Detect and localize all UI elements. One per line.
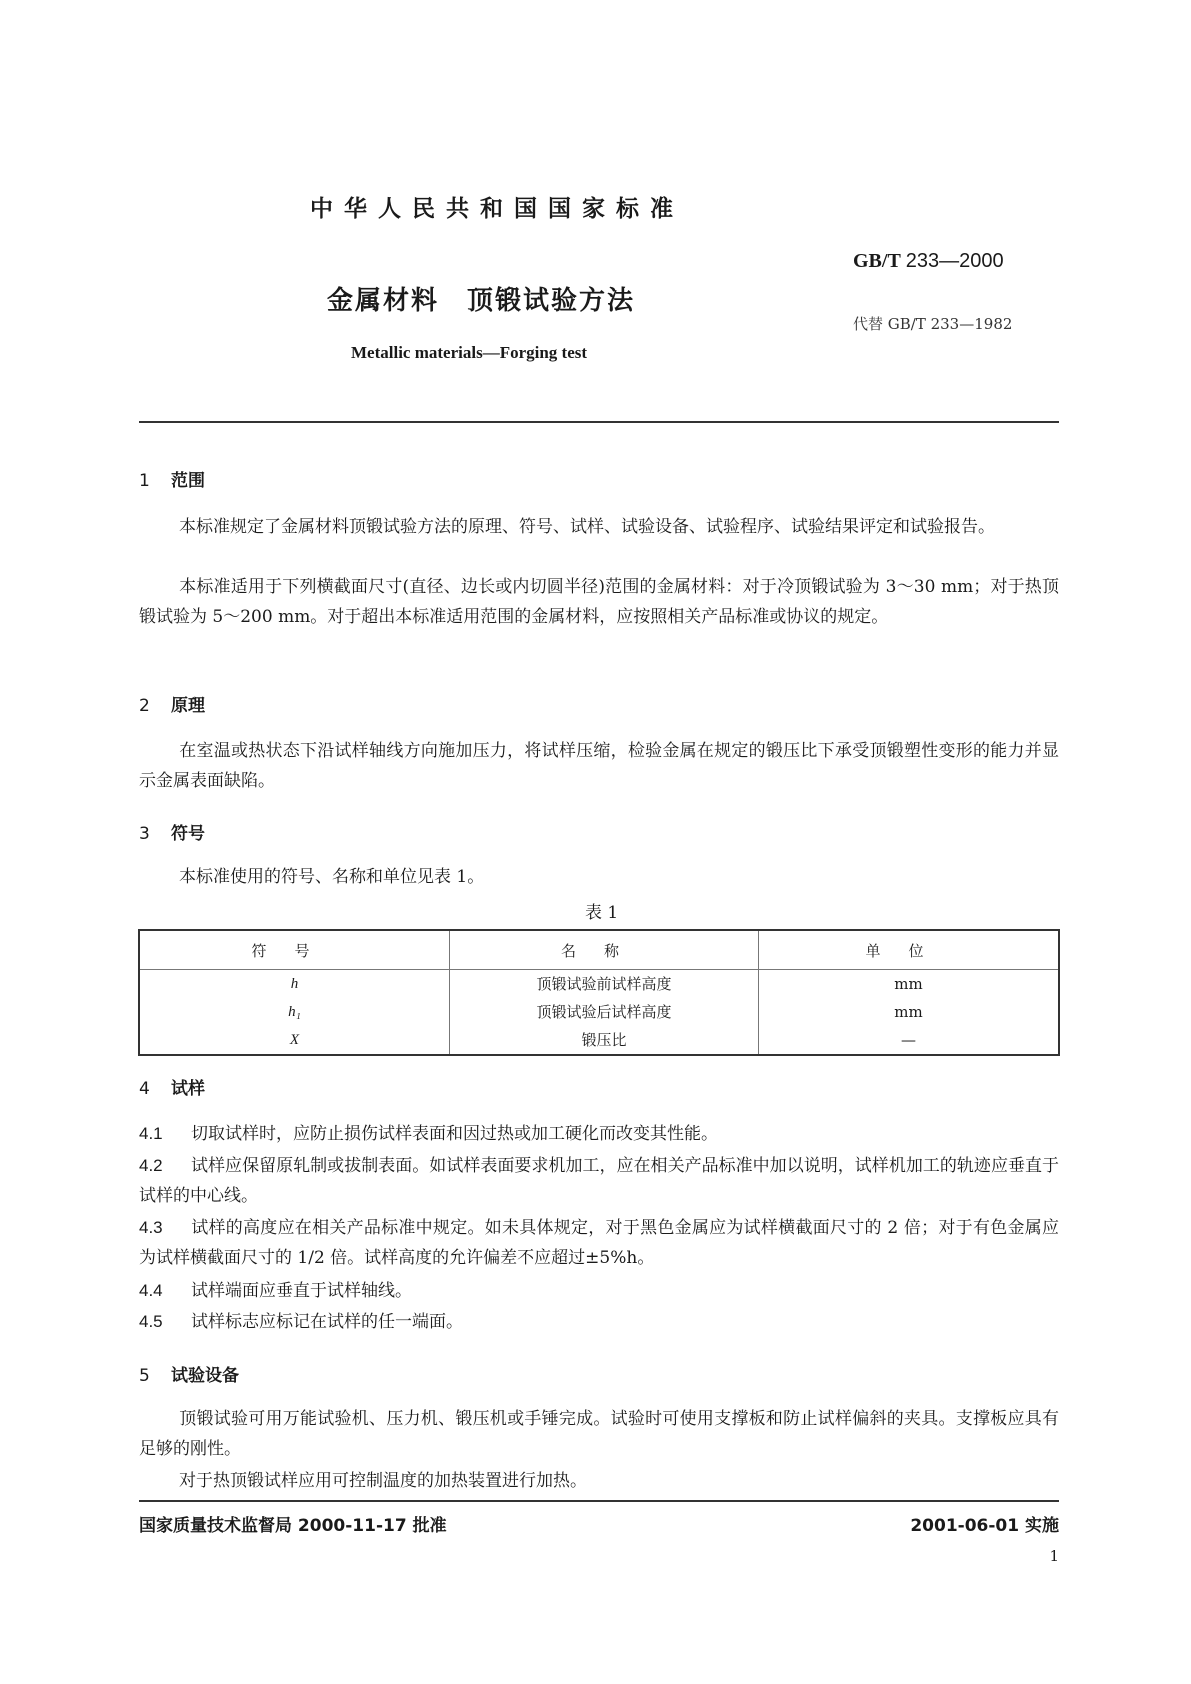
- section-title: 范围: [171, 471, 205, 491]
- name-cell: 顶锻试验前试样高度: [450, 970, 759, 999]
- paragraph: [139, 512, 1059, 542]
- implementation-date: 2001-06-01 实施: [910, 1516, 1059, 1536]
- clause-4-5: [139, 1307, 1059, 1337]
- column-header: 符号: [139, 930, 450, 970]
- paragraph-text: 对于热顶锻试样应用可控制温度的加热装置进行加热。: [179, 1471, 587, 1491]
- clause-4-4: [139, 1276, 1059, 1306]
- national-standard-heading: 中华人民共和国国家标准: [310, 196, 684, 222]
- section-number: 1: [139, 471, 150, 491]
- symbol-cell: h: [290, 976, 299, 992]
- standard-code: 233—2000: [905, 250, 1004, 272]
- clause-4-3: [139, 1213, 1059, 1273]
- unit-cell: mm: [759, 998, 1060, 1026]
- unit-cell: mm: [759, 970, 1060, 999]
- symbol-cell: X: [289, 1032, 300, 1048]
- standard-number: [853, 250, 1004, 273]
- page-number: 1: [1049, 1547, 1059, 1565]
- section-number: 2: [139, 696, 150, 716]
- section-number: 5: [139, 1366, 150, 1386]
- column-header: 单位: [759, 930, 1060, 970]
- paragraph-text: 本标准规定了金属材料顶锻试验方法的原理、符号、试样、试验设备、试验程序、试验结果评定和试验报告。: [179, 517, 995, 537]
- clause-text: 试样标志应标记在试样的任一端面。: [191, 1312, 463, 1332]
- paragraph: [139, 862, 1059, 892]
- section-number: 3: [139, 824, 150, 844]
- clause-text: 试样端面应垂直于试样轴线。: [191, 1281, 412, 1301]
- paragraph-text: 本标准适用于下列横截面尺寸(直径、边长或内切圆半径)范围的金属材料：对于冷顶锻试验为 3～30 mm；对于热顶锻试验为 5～200 mm。对于超出本标准适用范围的金属材料，应按照相关产品标准或协议的规定。: [139, 577, 1059, 627]
- paragraph-text: 顶锻试验可用万能试验机、压力机、锻压机或手锤完成。试验时可使用支撑板和防止试样偏斜的夹具。支撑板应具有足够的刚性。: [139, 1409, 1059, 1459]
- paragraph: [139, 736, 1059, 796]
- paragraph-text: 在室温或热状态下沿试样轴线方向施加压力，将试样压缩，检验金属在规定的锻压比下承受顶锻塑性变形的能力并显示金属表面缺陷。: [139, 741, 1059, 791]
- section-heading-2: [139, 691, 205, 716]
- clause-text: 试样的高度应在相关产品标准中规定。如未具体规定，对于黑色金属应为试样横截面尺寸的 2 倍；对于有色金属应为试样横截面尺寸的 1/2 倍。试样高度的允许偏差不应超过±5%h。: [139, 1218, 1059, 1268]
- section-title: 符号: [171, 824, 205, 844]
- section-title: 原理: [171, 696, 205, 716]
- symbol-cell: h₁: [288, 1004, 301, 1020]
- document-title-cn: 金属材料 顶锻试验方法: [327, 286, 636, 316]
- table-row: [139, 1026, 1059, 1055]
- table-caption: 表 1: [585, 903, 619, 923]
- section-title: 试验设备: [171, 1366, 239, 1386]
- table-header-row: [139, 930, 1059, 970]
- column-header: 名称: [450, 930, 759, 970]
- paragraph: [139, 572, 1059, 632]
- section-heading-1: [139, 466, 205, 491]
- section-heading-5: [139, 1361, 239, 1386]
- clause-number: 4.5: [139, 1312, 163, 1331]
- header-divider: [139, 421, 1059, 423]
- clause-number: 4.4: [139, 1281, 163, 1300]
- clause-number: 4.2: [139, 1156, 163, 1175]
- section-heading-4: [139, 1074, 205, 1099]
- paragraph-text: 本标准使用的符号、名称和单位见表 1。: [179, 867, 485, 887]
- footer-divider: [139, 1500, 1059, 1502]
- table-row: [139, 998, 1059, 1026]
- name-cell: 锻压比: [450, 1026, 759, 1055]
- table-row: [139, 970, 1059, 999]
- clause-text: 试样应保留原轧制或拔制表面。如试样表面要求机加工，应在相关产品标准中加以说明，试样机加工的轨迹应垂直于试样的中心线。: [139, 1156, 1059, 1206]
- section-heading-3: [139, 819, 205, 844]
- clause-4-1: [139, 1119, 1059, 1149]
- section-title: 试样: [171, 1079, 205, 1099]
- paragraph: [139, 1466, 1059, 1496]
- clause-4-2: [139, 1151, 1059, 1211]
- clause-number: 4.3: [139, 1218, 163, 1237]
- symbols-table: [138, 929, 1060, 1056]
- unit-cell: —: [759, 1026, 1060, 1055]
- document-title-en: Metallic materials—Forging test: [351, 343, 588, 362]
- section-number: 4: [139, 1079, 150, 1099]
- standard-prefix: GB/T: [853, 250, 901, 272]
- name-cell: 顶锻试验后试样高度: [450, 998, 759, 1026]
- approval-date: 国家质量技术监督局 2000-11-17 批准: [139, 1516, 447, 1536]
- clause-number: 4.1: [139, 1124, 163, 1143]
- clause-text: 切取试样时，应防止损伤试样表面和因过热或加工硬化而改变其性能。: [191, 1124, 718, 1144]
- paragraph: [139, 1404, 1059, 1464]
- replaces-standard: 代替 GB/T 233—1982: [853, 315, 1013, 333]
